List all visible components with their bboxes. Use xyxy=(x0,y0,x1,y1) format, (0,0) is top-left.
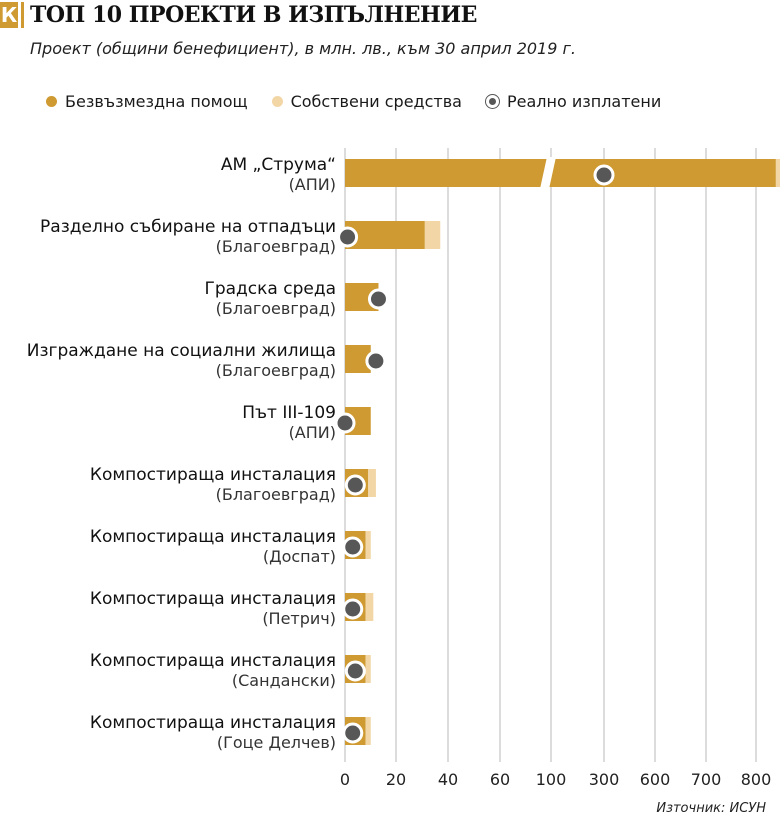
category-sublabel: (АПИ) xyxy=(288,175,336,194)
paid-marker xyxy=(344,724,362,742)
paid-marker xyxy=(344,538,362,556)
legend-label-paid: Реално изплатени xyxy=(506,92,662,111)
category-label: Компостираща инсталация xyxy=(89,651,336,671)
category-label: Компостираща инсталация xyxy=(89,527,336,547)
bar-own xyxy=(366,655,371,683)
paid-marker xyxy=(595,166,613,184)
bar-own xyxy=(366,717,371,745)
paid-marker xyxy=(369,290,387,308)
bar-grant xyxy=(345,159,776,187)
category-sublabel: (Благоевград) xyxy=(215,361,336,380)
x-tick-label: 60 xyxy=(489,770,511,789)
x-tick-label: 100 xyxy=(535,770,567,789)
paid-marker xyxy=(339,228,357,246)
x-tick-label: 20 xyxy=(385,770,407,789)
category-sublabel: (Гоце Делчев) xyxy=(216,733,336,752)
category-sublabel: (Благоевград) xyxy=(215,299,336,318)
bar-own xyxy=(366,531,371,559)
paid-marker xyxy=(336,414,354,432)
publisher-logo: К xyxy=(0,3,18,27)
category-sublabel: (Сандански) xyxy=(231,671,336,690)
bar-own xyxy=(366,593,374,621)
x-tick-label: 300 xyxy=(588,770,620,789)
chart-title: ТОП 10 ПРОЕКТИ В ИЗПЪЛНЕНИЕ xyxy=(30,2,477,28)
x-tick-label: 0 xyxy=(339,770,351,789)
category-label: Път III-109 xyxy=(242,403,336,423)
bar-own xyxy=(425,221,440,249)
x-tick-label: 700 xyxy=(690,770,722,789)
legend-label-own: Собствени средства xyxy=(290,92,462,111)
paid-marker xyxy=(367,352,385,370)
bar-own xyxy=(776,159,780,187)
category-label: АМ „Струма“ xyxy=(220,155,336,175)
category-label: Компостираща инсталация xyxy=(89,589,336,609)
category-sublabel: (АПИ) xyxy=(288,423,336,442)
paid-marker xyxy=(344,600,362,618)
category-label: Компостираща инсталация xyxy=(89,713,336,733)
category-label: Разделно събиране на отпадъци xyxy=(40,217,336,237)
category-sublabel: (Петрич) xyxy=(262,609,336,628)
x-tick-label: 40 xyxy=(437,770,459,789)
x-tick-label: 600 xyxy=(639,770,671,789)
category-sublabel: (Доспат) xyxy=(262,547,336,566)
source-text: Източник: ИСУН xyxy=(656,801,766,816)
category-label: Компостираща инсталация xyxy=(89,465,336,485)
paid-marker xyxy=(346,662,364,680)
category-sublabel: (Благоевград) xyxy=(215,237,336,256)
category-sublabel: (Благоевград) xyxy=(215,485,336,504)
source-note xyxy=(656,801,766,816)
category-label: Изграждане на социални жилища xyxy=(26,341,336,361)
legend-label-grant: Безвъзмездна помощ xyxy=(65,92,248,111)
x-tick-label: 800 xyxy=(740,770,772,789)
chart-subtitle: Проект (общини бенефициент), в млн. лв., към 30 април 2019 г. xyxy=(30,39,576,58)
paid-marker xyxy=(346,476,364,494)
category-label: Градска среда xyxy=(204,279,336,299)
bar-own xyxy=(368,469,376,497)
